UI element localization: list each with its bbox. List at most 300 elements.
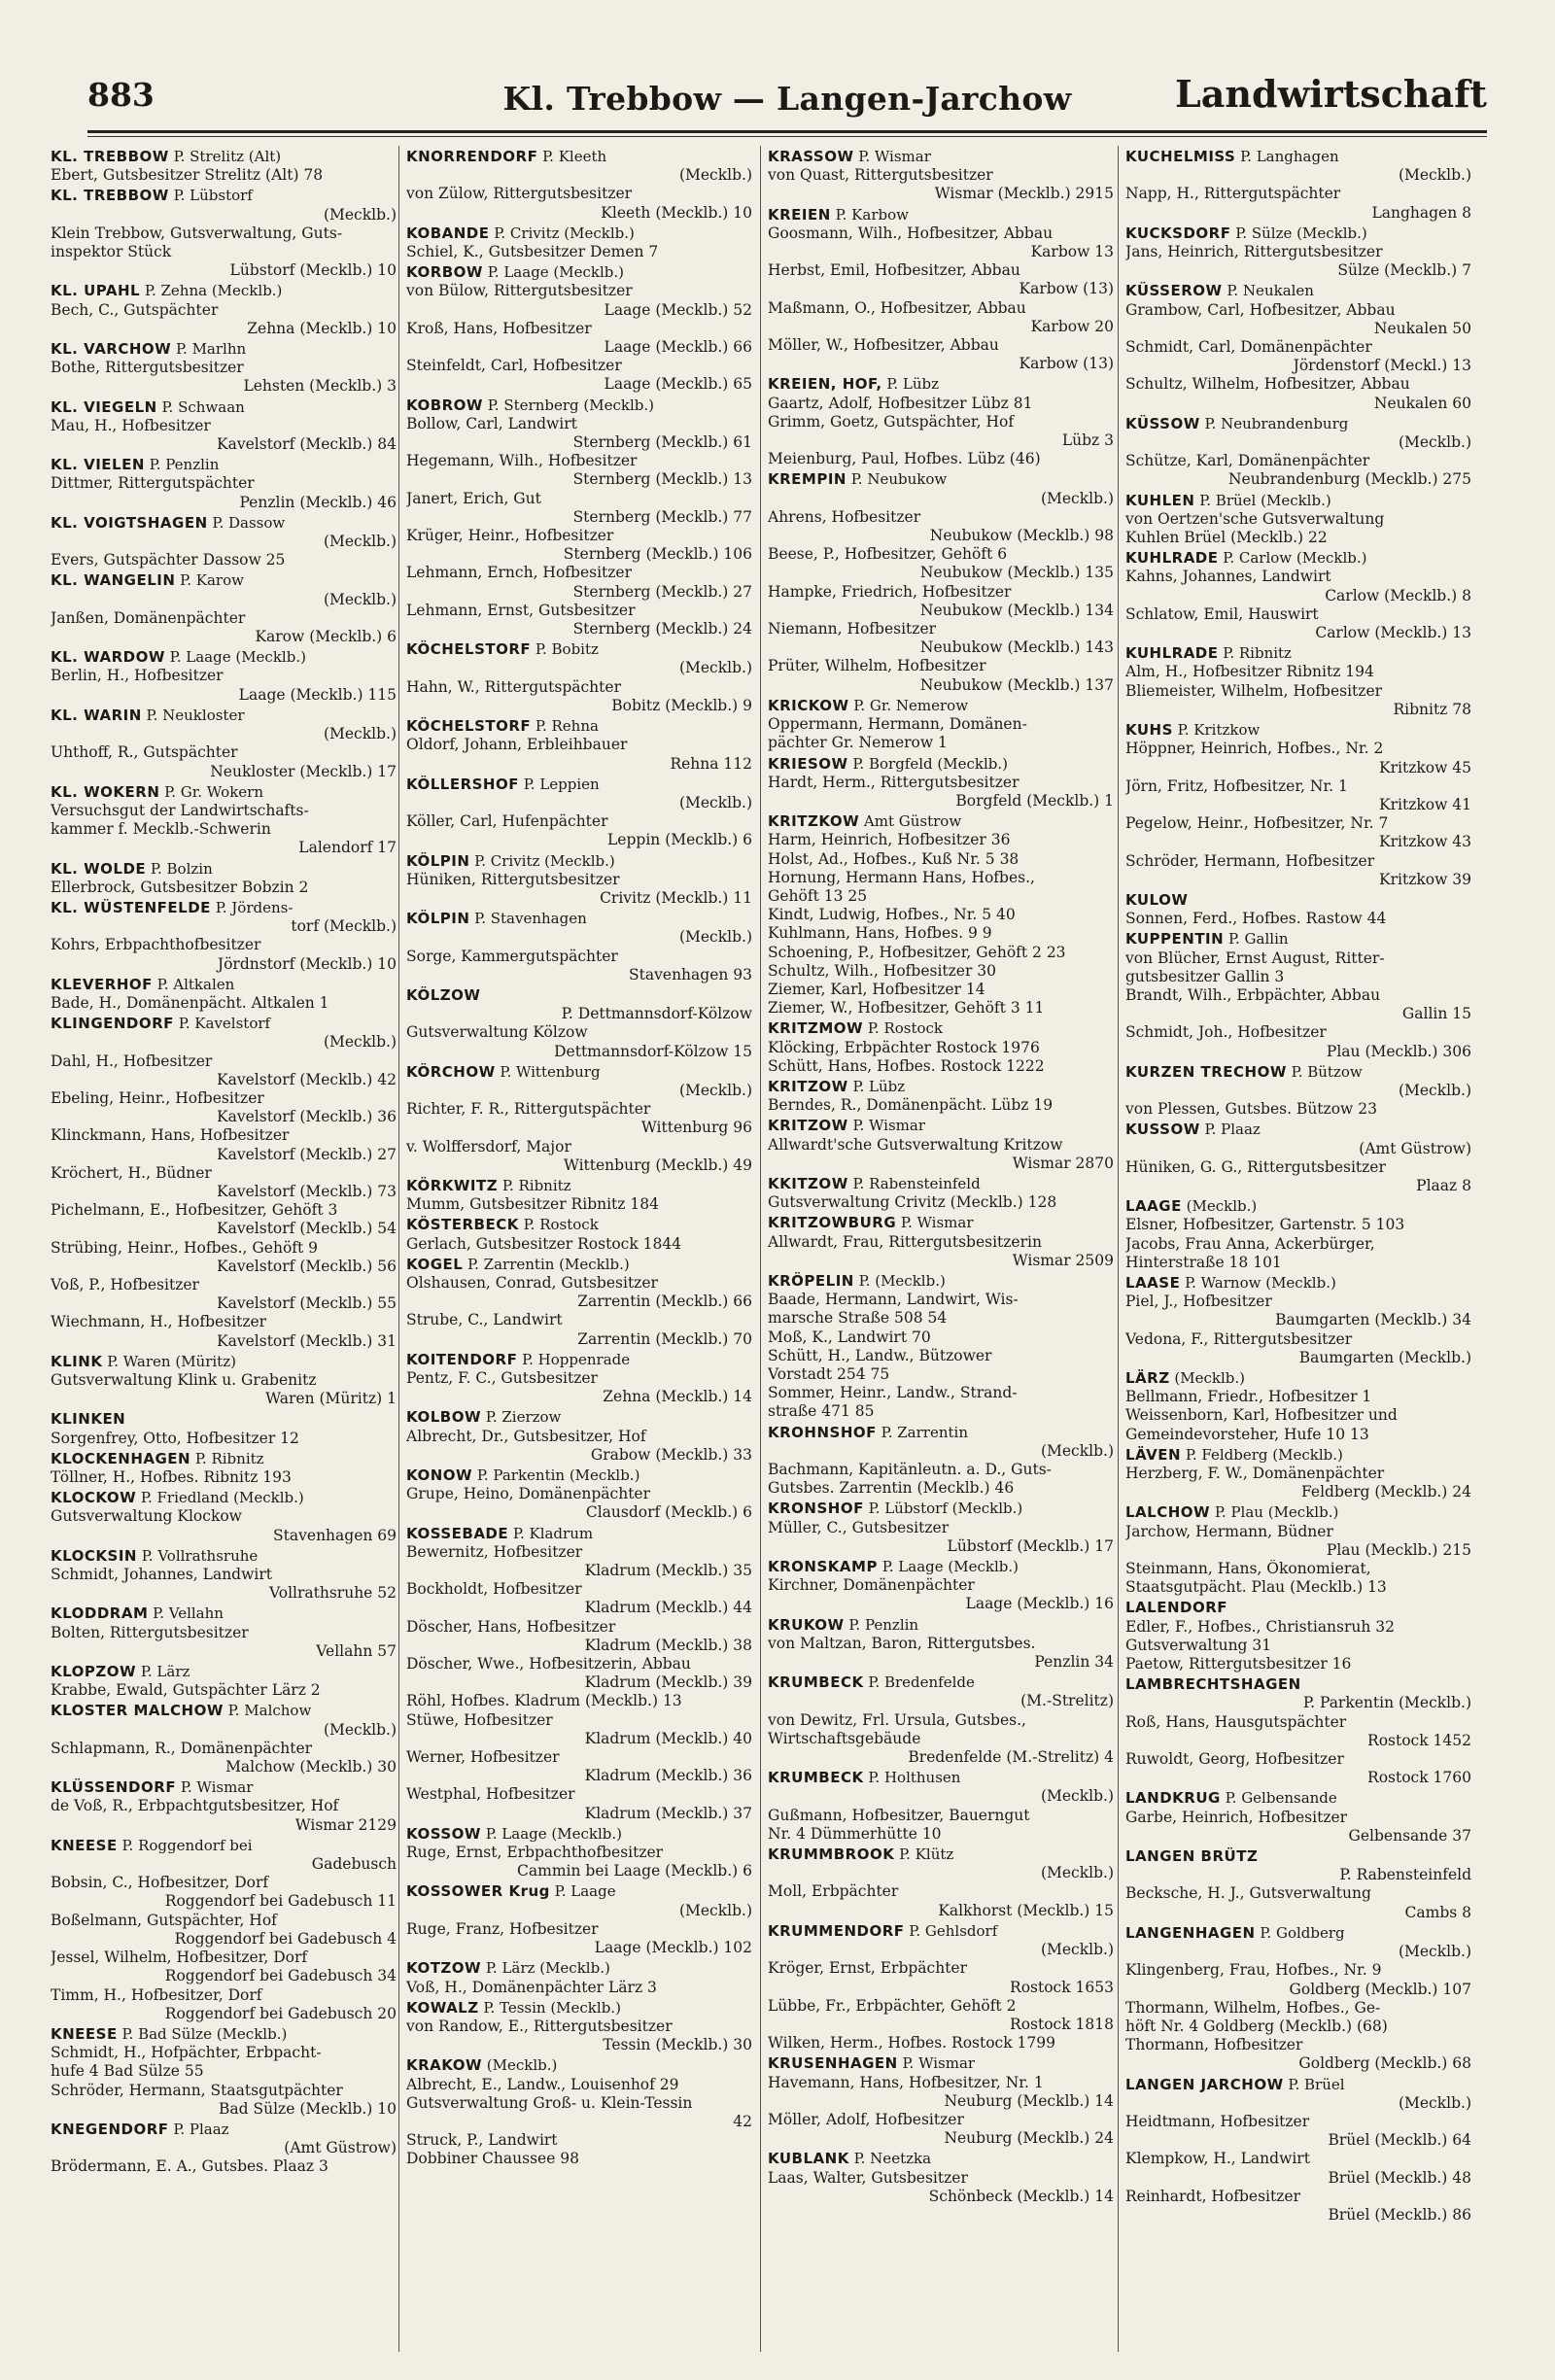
entry-location: Kavelstorf (Mecklb.) 42	[217, 1070, 397, 1088]
place-heading	[768, 1673, 1114, 1692]
place-name: KRITZOW	[768, 1077, 848, 1095]
post-office: P. Parkentin (Mecklb.)	[472, 1466, 640, 1485]
place-name: KREMPIN	[768, 470, 847, 489]
entry-line: Ziemer, W., Hofbesitzer, Gehöft 3 11	[768, 999, 1045, 1018]
post-office: P. Zarrentin (Mecklb.)	[463, 1255, 630, 1273]
place-heading	[406, 1959, 752, 1978]
entry-line: Staatsgutpächt. Plau (Mecklb.) 13	[1125, 1578, 1387, 1597]
place-name: KOLBOW	[406, 1408, 481, 1427]
entry-location: Laage (Mecklb.) 102	[594, 1939, 752, 1957]
place-heading	[768, 470, 1114, 489]
entry-location: Jördnstorf (Mecklb.) 10	[217, 954, 397, 973]
entry-location: Kladrum (Mecklb.) 40	[584, 1729, 752, 1747]
entry-location: Kladrum (Mecklb.) 44	[584, 1599, 752, 1617]
entry-line: von Randow, E., Rittergutsbesitzer	[406, 2017, 673, 2035]
place-name: KÖRCHOW	[406, 1062, 496, 1081]
entry-location: Feldberg (Mecklb.) 24	[1301, 1483, 1471, 1501]
place-heading	[1125, 1274, 1471, 1293]
place-name: KL. WÜSTENFELDE	[51, 898, 211, 916]
entry-location: Laage (Mecklb.) 66	[604, 338, 752, 357]
entry-line: Prüter, Wilhelm, Hofbesitzer	[768, 657, 986, 675]
entry-line: Kuhlen Brüel (Mecklb.) 22	[1125, 529, 1328, 547]
entry-line: Döscher, Wwe., Hofbesitzerin, Abbau	[406, 1655, 691, 1673]
entry-line: Evers, Gutspächter Dassow 25	[51, 551, 286, 569]
entry-location: Kavelstorf (Mecklb.) 54	[217, 1220, 397, 1238]
entry-line: Gutsverwaltung Groß- u. Klein-Tessin	[406, 2093, 693, 2112]
entry-line: straße 471 85	[768, 1402, 875, 1421]
post-office: P. Bad Sülze (Mecklb.)	[117, 2024, 288, 2043]
entry-line: von Bülow, Rittergutsbesitzer	[406, 282, 633, 300]
place-name: KL. VOIGTSHAGEN	[51, 513, 208, 532]
entry-location: Neubukow (Mecklb.) 135	[919, 564, 1114, 582]
post-office: P. Gelbensande	[1220, 1789, 1337, 1808]
entry-line: Wiechmann, H., Hofbesitzer	[51, 1313, 267, 1331]
place-heading	[768, 2150, 1114, 2168]
entry-location: Brüel (Mecklb.) 86	[1328, 2205, 1471, 2224]
place-name: KLINK	[51, 1352, 103, 1370]
place-heading	[51, 1353, 397, 1371]
entry-location: Gadebusch	[311, 1855, 397, 1874]
place-name: KUBLANK	[768, 2150, 849, 2168]
entry-line: Schütt, H., Landw., Bützower	[768, 1346, 992, 1364]
post-office: P. Langhagen	[1235, 148, 1339, 165]
place-heading	[1125, 930, 1471, 949]
entry-line: Müller, C., Gutsbesitzer	[768, 1518, 950, 1536]
post-office: P. Neetzka	[848, 2150, 932, 2168]
place-heading	[406, 1256, 752, 1274]
entry-line: Stüwe, Hofbesitzer	[406, 1710, 553, 1729]
entry-location: torf (Mecklb.)	[291, 917, 397, 936]
entry-line: Schmidt, Joh., Hofbesitzer	[1125, 1023, 1327, 1042]
post-office: P. Dassow	[207, 513, 286, 532]
place-heading	[1125, 891, 1471, 910]
entry-line: von Quast, Rittergutsbesitzer	[768, 166, 993, 185]
place-heading	[1125, 549, 1471, 568]
entry-location: Neubrandenburg (Mecklb.) 275	[1227, 470, 1471, 489]
place-heading	[1125, 492, 1471, 510]
place-name: KRÖPELIN	[768, 1271, 854, 1290]
place-heading	[406, 224, 752, 243]
entry-location: (Mecklb.)	[1398, 166, 1471, 185]
place-heading	[406, 1351, 752, 1369]
entry-location: Lalendorf 17	[298, 839, 397, 857]
entry-location: Gelbensande 37	[1348, 1826, 1471, 1845]
post-office: P. Neukloster	[141, 706, 245, 724]
entry-location: Kritzkow 43	[1379, 833, 1471, 851]
entry-line: Voß, P., Hofbesitzer	[51, 1275, 199, 1293]
place-name: KULOW	[1125, 890, 1189, 909]
post-office: P. Friedland (Mecklb.)	[136, 1489, 304, 1507]
place-name: KNEGENDORF	[51, 2120, 169, 2138]
entry-location: P. Dettmannsdorf-Kölzow	[561, 1005, 752, 1023]
entry-location: Wismar 2129	[294, 1815, 397, 1834]
entry-location: Bad Sülze (Mecklb.) 10	[219, 2099, 397, 2118]
post-office: P. Neubukow	[846, 470, 948, 489]
place-name: KUHLRADE	[1125, 644, 1219, 663]
entry-line: Schröder, Hermann, Staatsgutpächter	[51, 2081, 343, 2099]
entry-location: Bobitz (Mecklb.) 9	[611, 696, 752, 714]
place-heading	[768, 1845, 1114, 1864]
entry-line: Uhthoff, R., Gutspächter	[51, 743, 238, 762]
place-heading	[51, 148, 397, 166]
place-name: KOBANDE	[406, 224, 490, 242]
entry-line: Schultz, Wilh., Hofbesitzer 30	[768, 961, 997, 980]
entry-line: Thormann, Wilhelm, Hofbes., Ge-	[1125, 1998, 1381, 2017]
place-name: KL. WARIN	[51, 706, 142, 724]
post-office: P. Hoppenrade	[517, 1350, 631, 1368]
entry-location: Lübstorf (Mecklb.) 17	[947, 1536, 1114, 1555]
entry-line: Allwardt'sche Gutsverwaltung Kritzow	[768, 1135, 1063, 1154]
entry-location: Karbow 13	[1030, 243, 1114, 261]
place-name: KREIEN	[768, 205, 831, 224]
entry-line: Schlapmann, R., Domänenpächter	[51, 1739, 313, 1757]
place-name: KORBOW	[406, 263, 483, 282]
place-heading	[1125, 1446, 1471, 1465]
post-office: P. Gehlsdorf	[904, 1921, 998, 1940]
place-heading	[768, 2054, 1114, 2073]
entry-location: Kritzkow 45	[1379, 758, 1471, 776]
entry-location: Laage (Mecklb.) 16	[965, 1595, 1114, 1613]
place-heading	[51, 1778, 397, 1797]
entry-location: P. Parkentin (Mecklb.)	[1302, 1694, 1471, 1712]
post-office: P. Vellahn	[148, 1604, 224, 1623]
entry-line: Dahl, H., Hofbesitzer	[51, 1052, 213, 1070]
place-name: KL. VIELEN	[51, 456, 145, 474]
entry-location: Kladrum (Mecklb.) 37	[584, 1804, 752, 1822]
post-office: P. Laage (Mecklb.)	[480, 1824, 622, 1843]
place-heading	[768, 1019, 1114, 1038]
entry-location: Plaaz 8	[1416, 1176, 1471, 1194]
place-name: LÄRZ	[1125, 1369, 1170, 1387]
place-name: KLOCKSIN	[51, 1546, 137, 1565]
entry-line: Ellerbrock, Gutsbesitzer Bobzin 2	[51, 878, 309, 896]
entry-line: Roß, Hans, Hausgutspächter	[1125, 1712, 1347, 1731]
place-name: KUCKSDORF	[1125, 224, 1231, 242]
entry-line: v. Wolffersdorf, Major	[406, 1137, 571, 1156]
entry-location: Dettmannsdorf-Kölzow 15	[554, 1042, 752, 1060]
entry-line: Westphal, Hofbesitzer	[406, 1785, 575, 1804]
entry-line: Vedona, F., Rittergutsbesitzer	[1125, 1329, 1353, 1348]
entry-location: Laage (Mecklb.) 52	[604, 300, 752, 319]
entry-location: Kladrum (Mecklb.) 38	[584, 1636, 752, 1654]
place-name: KÖLPIN	[406, 910, 470, 928]
entry-location: Neuburg (Mecklb.) 14	[944, 2091, 1114, 2110]
place-heading	[51, 1837, 397, 1855]
place-name: KÖCHELSTORF	[406, 640, 532, 659]
entry-line: Bothe, Rittergutsbesitzer	[51, 359, 244, 377]
place-name: KRUMMENDORF	[768, 1921, 905, 1940]
post-office: P. Laage (Mecklb.)	[164, 648, 306, 667]
entry-line: Sommer, Heinr., Landw., Strand-	[768, 1384, 1018, 1402]
place-name: KOSSEBADE	[406, 1524, 509, 1542]
column-2	[406, 146, 752, 2357]
place-heading	[51, 1604, 397, 1623]
entry-line: Klinckmann, Hans, Hofbesitzer	[51, 1126, 290, 1145]
entry-location: Zarrentin (Mecklb.) 70	[577, 1329, 752, 1348]
place-name: KLOCKENHAGEN	[51, 1449, 191, 1467]
place-name: KOTZOW	[406, 1959, 482, 1978]
entry-location: (Mecklb.)	[323, 725, 397, 743]
entry-line: Döscher, Hans, Hofbesitzer	[406, 1617, 616, 1636]
place-heading	[51, 1702, 397, 1720]
place-name: KRUKOW	[768, 1615, 845, 1634]
entry-line: Pentz, F. C., Gutsbesitzer	[406, 1369, 598, 1387]
entry-location: P. Rabensteinfeld	[1339, 1866, 1471, 1884]
place-heading	[1125, 1197, 1471, 1216]
place-heading	[406, 1999, 752, 2018]
entry-line: Laas, Walter, Gutsbesitzer	[768, 2168, 968, 2187]
place-name: KRITZOWBURG	[768, 1214, 897, 1232]
entry-location: Rostock 1818	[1010, 2015, 1114, 2033]
place-heading	[1125, 1675, 1471, 1694]
post-office: P. Warnow (Mecklb.)	[1180, 1273, 1336, 1292]
entry-location: Wittenburg (Mecklb.) 49	[563, 1156, 752, 1174]
place-heading	[1125, 2076, 1471, 2094]
entry-line: Meienburg, Paul, Hofbes. Lübz (46)	[768, 450, 1041, 468]
entry-line: Schröder, Hermann, Hofbesitzer	[1125, 851, 1375, 870]
post-office: P. Altkalen	[152, 975, 235, 993]
place-heading	[768, 1424, 1114, 1442]
entry-line: Pegelow, Heinr., Hofbesitzer, Nr. 7	[1125, 814, 1389, 833]
place-heading	[51, 1410, 397, 1429]
entry-line: Hegemann, Wilh., Hofbesitzer	[406, 452, 638, 470]
entry-location: Leppin (Mecklb.) 6	[607, 831, 752, 849]
place-heading	[406, 717, 752, 736]
entry-line: Kohrs, Erbpachthofbesitzer	[51, 936, 261, 954]
entry-location: (Mecklb.)	[678, 793, 752, 811]
entry-line: Schütze, Karl, Domänenpächter	[1125, 452, 1370, 470]
place-heading	[1125, 721, 1471, 740]
entry-line: Garbe, Heinrich, Hofbesitzer	[1125, 1808, 1348, 1826]
place-name: KRUMBECK	[768, 1769, 864, 1787]
place-name: KÖLPIN	[406, 851, 470, 870]
place-name: KOITENDORF	[406, 1350, 518, 1368]
place-heading	[1125, 1789, 1471, 1808]
entry-line: Boßelmann, Gutspächter, Hof	[51, 1911, 277, 1929]
post-office: P. Zierzow	[481, 1408, 562, 1427]
entry-location: Roggendorf bei Gadebusch 34	[164, 1967, 397, 1985]
entry-location: (Mecklb.)	[1040, 1864, 1114, 1882]
post-office: P. Crivitz (Mecklb.)	[469, 851, 615, 870]
post-office: P. Ribnitz	[1218, 644, 1292, 663]
place-name: KROHNSHOF	[768, 1423, 877, 1441]
entry-location: Zehna (Mecklb.) 14	[603, 1388, 752, 1406]
place-heading	[51, 514, 397, 533]
entry-location: Kritzkow 41	[1379, 795, 1471, 813]
entry-line: Möller, Adolf, Hofbesitzer	[768, 2110, 964, 2128]
post-office: P. Wismar	[853, 148, 931, 165]
entry-line: Hüniken, Rittergutsbesitzer	[406, 870, 620, 888]
place-name: LANGEN JARCHOW	[1125, 2075, 1284, 2093]
entry-location: Neuburg (Mecklb.) 24	[944, 2129, 1114, 2148]
place-heading	[768, 375, 1114, 394]
place-heading	[1125, 282, 1471, 300]
post-office: P. Rabensteinfeld	[847, 1174, 981, 1192]
place-name: KOSSOW	[406, 1824, 481, 1843]
entry-line: Oldorf, Johann, Erbleihbauer	[406, 736, 628, 754]
entry-location: Gallin 15	[1401, 1005, 1471, 1023]
entry-location: Ribnitz 78	[1393, 700, 1471, 718]
place-heading	[406, 1177, 752, 1195]
entry-line: Klempkow, H., Landwirt	[1125, 2150, 1310, 2168]
entry-line: Ebert, Gutsbesitzer Strelitz (Alt) 78	[51, 166, 324, 185]
post-office: P. Holthusen	[863, 1769, 961, 1787]
entry-location: Lehsten (Mecklb.) 3	[243, 377, 397, 396]
place-heading	[406, 148, 752, 166]
place-name: KNEESE	[51, 2024, 118, 2043]
entry-location: (Mecklb.)	[678, 928, 752, 947]
post-office: P. Bobitz	[531, 640, 599, 659]
entry-line: Krabbe, Ewald, Gutspächter Lärz 2	[51, 1681, 321, 1700]
entry-location: Kavelstorf (Mecklb.) 31	[217, 1331, 397, 1350]
post-office: P. Crivitz (Mecklb.)	[489, 224, 635, 242]
entry-line: Strübing, Heinr., Hofbes., Gehöft 9	[51, 1238, 319, 1257]
entry-location: Cammin bei Laage (Mecklb.) 6	[517, 1862, 752, 1880]
place-name: KÖRKWITZ	[406, 1176, 499, 1194]
entry-line: Thormann, Hofbesitzer	[1125, 2036, 1303, 2054]
page-title: Kl. Trebbow — Langen-Jarchow	[502, 80, 1072, 118]
place-heading	[768, 755, 1114, 774]
place-name: KOGEL	[406, 1255, 464, 1273]
header-rule-thin	[87, 136, 1487, 137]
place-name: KL. UPAHL	[51, 282, 141, 300]
place-heading	[51, 2121, 397, 2139]
entry-location: Kladrum (Mecklb.) 39	[584, 1673, 752, 1692]
post-office: P. Borgfeld (Mecklb.)	[847, 754, 1008, 773]
entry-line: Möller, W., Hofbesitzer, Abbau	[768, 336, 999, 355]
place-heading	[51, 1450, 397, 1468]
place-heading	[51, 899, 397, 917]
entry-line: Gutsverwaltung Crivitz (Mecklb.) 128	[768, 1193, 1057, 1212]
entry-line: Gemeindevorsteher, Hufe 10 13	[1125, 1425, 1369, 1443]
entry-location: (Mecklb.)	[1398, 1943, 1471, 1961]
entry-location: Jördenstorf (Meckl.) 13	[1293, 357, 1471, 375]
post-office: P. Lübz	[881, 375, 940, 394]
entry-location: Sternberg (Mecklb.) 24	[572, 620, 752, 638]
place-name: KRUMBECK	[768, 1673, 864, 1692]
place-name: KUHLRADE	[1125, 549, 1219, 568]
entry-location: Baumgarten (Mecklb.) 34	[1275, 1311, 1471, 1329]
entry-location: (Mecklb.)	[323, 590, 397, 608]
place-name: KLEVERHOF	[51, 975, 153, 993]
entry-location: 42	[733, 2112, 752, 2130]
place-heading	[51, 282, 397, 300]
place-name: LANDKRUG	[1125, 1789, 1221, 1808]
place-name: KÜSSOW	[1125, 414, 1200, 432]
post-office: P. Karow	[175, 571, 244, 590]
entry-line: Oppermann, Hermann, Domänen-	[768, 715, 1027, 734]
entry-line: Dittmer, Rittergutspächter	[51, 474, 255, 493]
place-name: KOWALZ	[406, 1998, 479, 2017]
entry-location: Sternberg (Mecklb.) 13	[572, 470, 752, 489]
entry-location: Schönbeck (Mecklb.) 14	[928, 2187, 1114, 2205]
place-name: LALENDORF	[1125, 1599, 1228, 1617]
post-office: P. Lübstorf	[168, 187, 253, 205]
entry-line: hufe 4 Bad Sülze 55	[51, 2062, 204, 2081]
post-office: P. Penzlin	[144, 456, 220, 474]
entry-location: Sülze (Mecklb.) 7	[1337, 261, 1471, 280]
entry-line: Klöcking, Erbpächter Rostock 1976	[768, 1038, 1040, 1056]
place-name: KL. TREBBOW	[51, 148, 169, 165]
entry-location: Vollrathsruhe 52	[268, 1584, 397, 1603]
post-office: P. Malchow	[223, 1702, 312, 1720]
post-office: P. Stavenhagen	[469, 910, 587, 928]
place-name: KRICKOW	[768, 696, 849, 714]
entry-line: Bewernitz, Hofbesitzer	[406, 1542, 583, 1561]
place-name: KLINGENDORF	[51, 1015, 174, 1033]
entry-line: Sonnen, Ferd., Hofbes. Rastow 44	[1125, 910, 1387, 928]
entry-line: Klingenberg, Frau, Hofbes., Nr. 9	[1125, 1961, 1382, 1980]
place-heading	[768, 1214, 1114, 1232]
entry-line: Herzberg, F. W., Domänenpächter	[1125, 1465, 1385, 1483]
place-name: LAAGE	[1125, 1197, 1182, 1216]
entry-location: Neukalen 60	[1373, 394, 1471, 412]
place-name: KL. WANGELIN	[51, 571, 176, 590]
post-office: P. Feldberg (Mecklb.)	[1181, 1445, 1343, 1464]
entry-location: Karbow (13)	[1019, 355, 1114, 373]
place-name: KÜSSEROW	[1125, 282, 1223, 300]
entry-location: Sternberg (Mecklb.) 77	[572, 507, 752, 526]
entry-location: Kritzkow 39	[1379, 870, 1471, 888]
entry-line: Jarchow, Hermann, Büdner	[1125, 1522, 1333, 1540]
place-heading	[768, 1922, 1114, 1941]
post-office: P. Gr. Wokern	[159, 782, 264, 801]
place-name: KUHS	[1125, 721, 1173, 740]
place-name: LALCHOW	[1125, 1503, 1211, 1522]
column-1	[51, 146, 397, 2357]
post-office: P. Marlhn	[171, 340, 247, 359]
entry-location: (Mecklb.)	[678, 166, 752, 185]
place-heading	[1125, 1063, 1471, 1082]
place-name: KRITZMOW	[768, 1019, 864, 1038]
post-office: (Mecklb.)	[1181, 1197, 1258, 1216]
header-rule-thick	[87, 130, 1487, 133]
column-divider	[1118, 146, 1119, 2352]
post-office: P. Bredenfelde	[863, 1673, 975, 1692]
place-heading	[406, 852, 752, 871]
entry-line: Havemann, Hans, Hofbesitzer, Nr. 1	[768, 2073, 1044, 2091]
entry-location: Clausdorf (Mecklb.) 6	[585, 1503, 752, 1522]
entry-line: Harm, Heinrich, Hofbesitzer 36	[768, 831, 1011, 849]
post-office: P. Jördens-	[210, 898, 294, 916]
entry-line: Schiel, K., Gutsbesitzer Demen 7	[406, 243, 659, 261]
post-office: P. Rehna	[531, 717, 599, 736]
entry-line: Ebeling, Heinr., Hofbesitzer	[51, 1088, 264, 1107]
entry-line: Ruge, Franz, Hofbesitzer	[406, 1919, 599, 1938]
place-name: KOSSOWER Krug	[406, 1882, 550, 1901]
entry-line: Gutsverwaltung Klockow	[51, 1507, 242, 1526]
entry-location: Laage (Mecklb.) 65	[604, 375, 752, 394]
entry-line: Edler, F., Hofbes., Christiansruh 32	[1125, 1617, 1396, 1636]
entry-line: Ahrens, Hofbesitzer	[768, 507, 921, 526]
entry-location: Zehna (Mecklb.) 10	[247, 319, 397, 337]
entry-line: von Oertzen'sche Gutsverwaltung	[1125, 509, 1385, 528]
entry-line: Timm, H., Hofbesitzer, Dorf	[51, 1985, 262, 2004]
place-name: KURZEN TRECHOW	[1125, 1062, 1287, 1081]
place-heading	[406, 1408, 752, 1427]
entry-line: Strube, C., Landwirt	[406, 1311, 563, 1329]
entry-line: Dobbiner Chaussee 98	[406, 2150, 580, 2168]
place-name: KLOSTER MALCHOW	[51, 1702, 224, 1720]
entry-location: (Mecklb.)	[1040, 1787, 1114, 1806]
entry-line: Werner, Hofbesitzer	[406, 1748, 560, 1767]
entry-line: Vorstadt 254 75	[768, 1365, 890, 1383]
entry-line: Klein Trebbow, Gutsverwaltung, Guts-	[51, 224, 343, 242]
place-heading	[1125, 644, 1471, 663]
column-divider	[398, 146, 399, 2352]
post-office: P. Wismar	[896, 1214, 974, 1232]
place-heading	[768, 148, 1114, 166]
